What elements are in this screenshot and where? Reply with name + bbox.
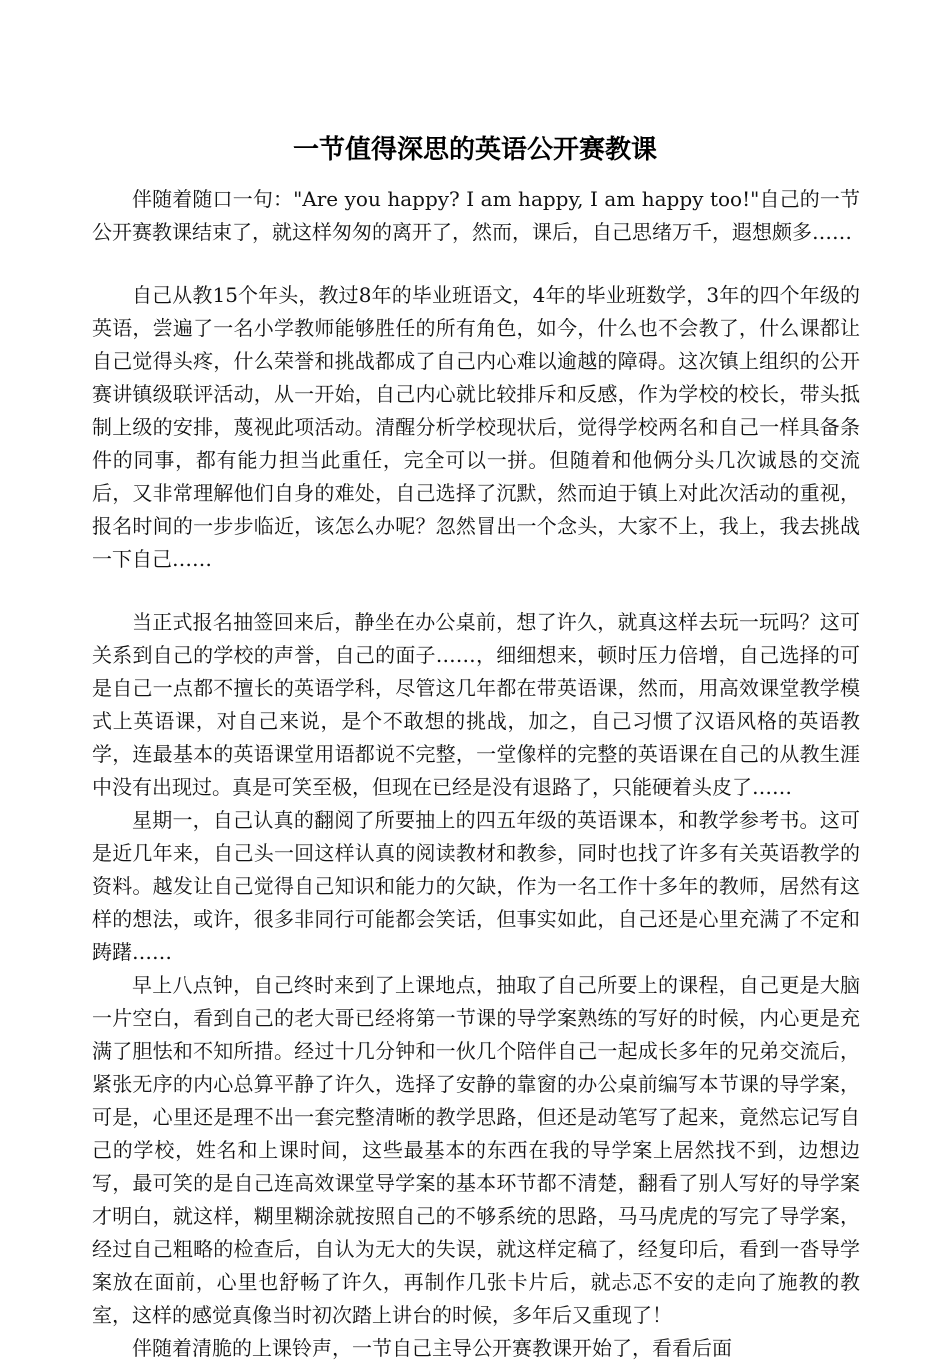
paragraph-2: 自己从教15个年头，教过8年的毕业班语文，4年的毕业班数学，3年的四个年级的英语，尝遍了一名小学教师能够胜任的所有角色，如今，什么也不会教了，什么课都让自己觉得头疼，什么荣誉和挑战都成了自己内心难以逾越的障碍。这次镇上组织的公开赛讲镇级联评活动，从一开始，自己内心就比较排斥和反感，作为学校的校长，带头抵制上级的安排，蔑视此项活动。清醒分析学校现状后，觉得学校两名和自己一样具备条件的同事，都有能力担当此重任，完全可以一拼。但随着和他俩分头几次诚恳的交流后，又非常理解他们自身的难处，自己选择了沉默，然而迫于镇上对此次活动的重视，报名时间的一步步临近，该怎么办呢？忽然冒出一个念头，大家不上，我上，我去挑战一下自己…… <box>92 283 860 571</box>
paragraph-1: 伴随着随口一句："Are you happy? I am happy, I am happy too!"自己的一节公开赛教课结束了，就这样匆匆的离开了，然而，课后，自己思绪万千，遐想颇多…… <box>92 187 860 244</box>
paragraph-6: 伴随着清脆的上课铃声，一节自己主导公开赛教课开始了，看看后面 <box>132 1336 732 1360</box>
paragraph-3: 当正式报名抽签回来后，静坐在办公桌前，想了许久，就真这样去玩一玩吗？这可关系到自己的学校的声誉，自己的面子……，细细想来，顿时压力倍增，自己选择的可是自己一点都不擅长的英语学科，尽管这几年都在带英语课，然而，用高效课堂教学模式上英语课，对自己来说，是个不敢想的挑战，加之，自己习惯了汉语风格的英语教学，连最基本的英语课堂用语都说不完整，一堂像样的完整的英语课在自己的从教生涯中没有出现过。真是可笑至极，但现在已经是没有退路了，只能硬着头皮了…… <box>92 610 860 799</box>
document-title: 一节值得深思的英语公开赛教课 <box>292 135 657 165</box>
document-body <box>92 183 860 1365</box>
paragraph-4: 星期一，自己认真的翻阅了所要抽上的四五年级的英语课本，和教学参考书。这可是近几年来，自己头一回这样认真的阅读教材和教参，同时也找了许多有关英语教学的资料。越发让自己觉得自己知识和能力的欠缺，作为一名工作十多年的教师，居然有这样的想法，或许，很多非同行可能都会笑话，但事实如此，自己还是心里充满了不定和踌躇…… <box>92 808 860 964</box>
paragraph-5: 早上八点钟，自己终时来到了上课地点，抽取了自己所要上的课程，自己更是大脑一片空白，看到自己的老大哥已经将第一节课的导学案熟练的写好的时候，内心更是充满了胆怯和不知所措。经过十几分钟和一伙几个陪伴自己一起成长多年的兄弟交流后，紧张无序的内心总算平静了许久，选择了安静的靠窗的办公桌前编写本节课的导学案，可是，心里还是理不出一套完整清晰的教学思路，但还是动笔写了起来，竟然忘记写自己的学校，姓名和上课时间，这些最基本的东西在我的导学案上居然找不到，边想边写，最可笑的是自己连高效课堂导学案的基本环节都不清楚，翻看了别人写好的导学案才明白，就这样，糊里糊涂就按照自己的不够系统的思路，马马虎虎的写完了导学案，经过自己粗略的检查后，自认为无大的失误，就这样定稿了，经复印后，看到一沓导学案放在面前，心里也舒畅了许久，再制作几张卡片后，就忐忑不安的走向了施教的教室，这样的感觉真像当时初次踏上讲台的时候，多年后又重现了！ <box>92 973 860 1327</box>
